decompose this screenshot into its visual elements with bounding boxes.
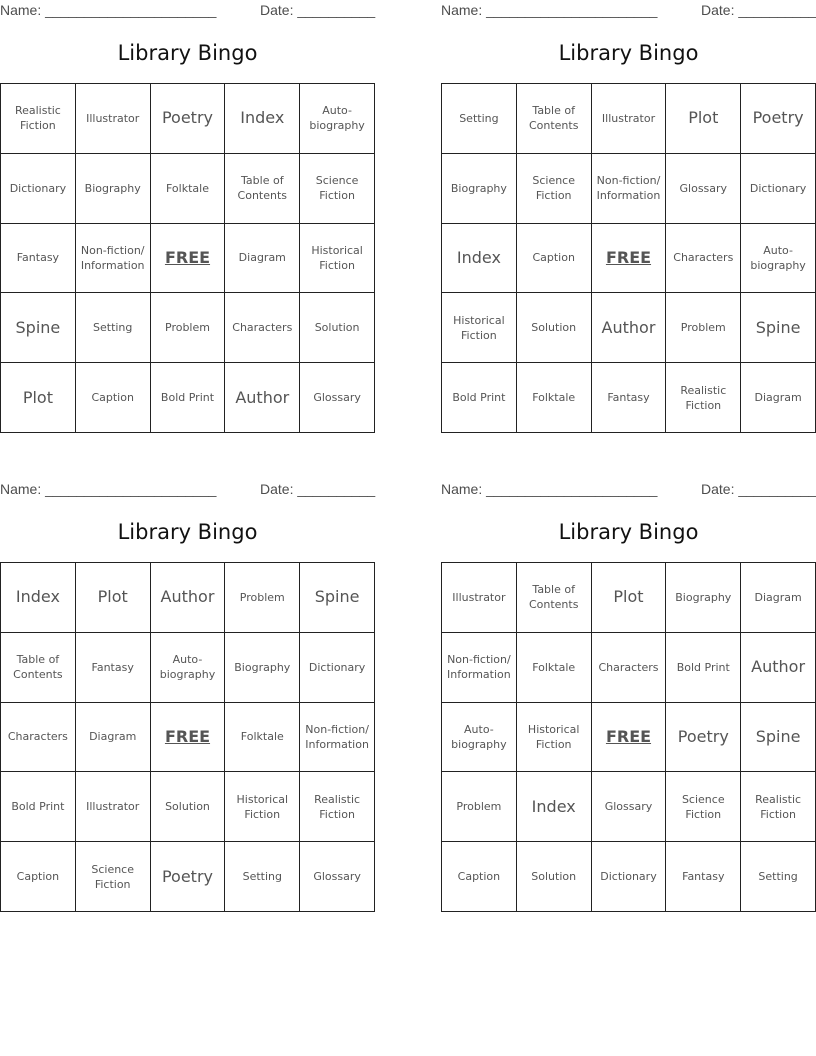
bingo-grid bbox=[0, 562, 375, 912]
bingo-cell: Author bbox=[151, 563, 226, 633]
bingo-cell: Dictionary bbox=[592, 842, 667, 912]
card-title: Library Bingo bbox=[117, 41, 258, 65]
bingo-cell: Poetry bbox=[151, 842, 226, 912]
bingo-cell: Glossary bbox=[666, 154, 741, 224]
bingo-cell: Diagram bbox=[741, 363, 816, 433]
bingo-cell: Realistic Fiction bbox=[741, 772, 816, 842]
bingo-cell: Dictionary bbox=[1, 154, 76, 224]
bingo-cell: Science Fiction bbox=[666, 772, 741, 842]
name-date-line bbox=[441, 0, 816, 20]
bingo-cell: Bold Print bbox=[442, 363, 517, 433]
bingo-cell: Historical Fiction bbox=[225, 772, 300, 842]
bingo-cell: Biography bbox=[666, 563, 741, 633]
name-field-label: Name: ______________________ bbox=[441, 481, 658, 497]
bingo-cell: Table of Contents bbox=[517, 84, 592, 154]
bingo-cell: Diagram bbox=[225, 224, 300, 294]
bingo-cell: Problem bbox=[225, 563, 300, 633]
bingo-cell: Solution bbox=[517, 842, 592, 912]
bingo-cell: Plot bbox=[666, 84, 741, 154]
bingo-cell: Folktale bbox=[517, 363, 592, 433]
bingo-cell: Spine bbox=[1, 293, 76, 363]
bingo-cell: Index bbox=[225, 84, 300, 154]
bingo-cell: Fantasy bbox=[592, 363, 667, 433]
bingo-cell: Historical Fiction bbox=[517, 703, 592, 773]
name-field-label: Name: ______________________ bbox=[0, 2, 217, 18]
free-space-cell: FREE bbox=[592, 703, 667, 773]
bingo-cell: Poetry bbox=[741, 84, 816, 154]
bingo-cell: Bold Print bbox=[1, 772, 76, 842]
bingo-cell: Dictionary bbox=[300, 633, 375, 703]
bingo-cell: Poetry bbox=[666, 703, 741, 773]
name-field-label: Name: ______________________ bbox=[0, 481, 217, 497]
card-title: Library Bingo bbox=[558, 41, 699, 65]
bingo-cell: Auto- biography bbox=[741, 224, 816, 294]
bingo-cell: Non-fiction/ Information bbox=[300, 703, 375, 773]
bingo-cell: Caption bbox=[442, 842, 517, 912]
date-field-label: Date: __________ bbox=[701, 2, 816, 18]
free-space-cell: FREE bbox=[592, 224, 667, 294]
bingo-cell: Non-fiction/ Information bbox=[76, 224, 151, 294]
bingo-cell: Folktale bbox=[517, 633, 592, 703]
bingo-cell: Table of Contents bbox=[517, 563, 592, 633]
name-date-line bbox=[441, 479, 816, 499]
bingo-cell: Historical Fiction bbox=[442, 293, 517, 363]
bingo-cell: Fantasy bbox=[76, 633, 151, 703]
bingo-cell: Glossary bbox=[300, 842, 375, 912]
name-date-line bbox=[0, 0, 375, 20]
bingo-cell: Non-fiction/ Information bbox=[442, 633, 517, 703]
date-field-label: Date: __________ bbox=[260, 481, 376, 497]
bingo-cell: Non-fiction/ Information bbox=[592, 154, 667, 224]
bingo-cell: Characters bbox=[225, 293, 300, 363]
date-field-label: Date: __________ bbox=[260, 2, 376, 18]
bingo-cell: Bold Print bbox=[151, 363, 226, 433]
bingo-cell: Illustrator bbox=[442, 563, 517, 633]
bingo-cell: Problem bbox=[151, 293, 226, 363]
bingo-cell: Bold Print bbox=[666, 633, 741, 703]
bingo-cell: Plot bbox=[592, 563, 667, 633]
free-space-cell: FREE bbox=[151, 224, 226, 294]
bingo-cell: Folktale bbox=[225, 703, 300, 773]
bingo-cell: Author bbox=[225, 363, 300, 433]
bingo-grid bbox=[441, 562, 816, 912]
bingo-cell: Table of Contents bbox=[225, 154, 300, 224]
bingo-cell: Plot bbox=[1, 363, 76, 433]
date-field-label: Date: __________ bbox=[701, 481, 816, 497]
bingo-cell: Setting bbox=[442, 84, 517, 154]
bingo-cell: Glossary bbox=[592, 772, 667, 842]
bingo-cell: Caption bbox=[517, 224, 592, 294]
bingo-cell: Author bbox=[592, 293, 667, 363]
bingo-cell: Dictionary bbox=[741, 154, 816, 224]
name-field-label: Name: ______________________ bbox=[441, 2, 658, 18]
bingo-cell: Realistic Fiction bbox=[1, 84, 76, 154]
bingo-cell: Problem bbox=[666, 293, 741, 363]
bingo-cell: Index bbox=[442, 224, 517, 294]
bingo-cell: Glossary bbox=[300, 363, 375, 433]
bingo-cell: Folktale bbox=[151, 154, 226, 224]
bingo-cell: Setting bbox=[76, 293, 151, 363]
bingo-cell: Illustrator bbox=[76, 84, 151, 154]
bingo-cell: Problem bbox=[442, 772, 517, 842]
bingo-cell: Realistic Fiction bbox=[666, 363, 741, 433]
bingo-cell: Index bbox=[1, 563, 76, 633]
bingo-cell: Historical Fiction bbox=[300, 224, 375, 294]
bingo-cell: Setting bbox=[225, 842, 300, 912]
bingo-cell: Plot bbox=[76, 563, 151, 633]
bingo-cell: Biography bbox=[76, 154, 151, 224]
bingo-cell: Spine bbox=[300, 563, 375, 633]
bingo-cell: Solution bbox=[300, 293, 375, 363]
bingo-cell: Caption bbox=[76, 363, 151, 433]
bingo-cell: Diagram bbox=[741, 563, 816, 633]
bingo-cell: Biography bbox=[442, 154, 517, 224]
bingo-grid bbox=[441, 83, 816, 433]
bingo-cell: Author bbox=[741, 633, 816, 703]
bingo-cell: Fantasy bbox=[666, 842, 741, 912]
bingo-cell: Diagram bbox=[76, 703, 151, 773]
bingo-cell: Biography bbox=[225, 633, 300, 703]
bingo-cell: Characters bbox=[666, 224, 741, 294]
bingo-cell: Auto- biography bbox=[151, 633, 226, 703]
bingo-cell: Poetry bbox=[151, 84, 226, 154]
bingo-cell: Illustrator bbox=[592, 84, 667, 154]
bingo-cell: Setting bbox=[741, 842, 816, 912]
bingo-cell: Science Fiction bbox=[300, 154, 375, 224]
bingo-cell: Science Fiction bbox=[517, 154, 592, 224]
bingo-cell: Characters bbox=[592, 633, 667, 703]
bingo-cell: Science Fiction bbox=[76, 842, 151, 912]
free-space-cell: FREE bbox=[151, 703, 226, 773]
bingo-cell: Spine bbox=[741, 293, 816, 363]
bingo-cell: Auto- biography bbox=[442, 703, 517, 773]
bingo-cell: Solution bbox=[517, 293, 592, 363]
bingo-cell: Solution bbox=[151, 772, 226, 842]
bingo-cell: Characters bbox=[1, 703, 76, 773]
name-date-line bbox=[0, 479, 375, 499]
bingo-grid bbox=[0, 83, 375, 433]
bingo-cell: Caption bbox=[1, 842, 76, 912]
bingo-cell: Table of Contents bbox=[1, 633, 76, 703]
bingo-cell: Illustrator bbox=[76, 772, 151, 842]
bingo-cell: Spine bbox=[741, 703, 816, 773]
card-title: Library Bingo bbox=[117, 520, 258, 544]
bingo-cell: Fantasy bbox=[1, 224, 76, 294]
card-title: Library Bingo bbox=[558, 520, 699, 544]
bingo-cell: Index bbox=[517, 772, 592, 842]
bingo-cell: Auto- biography bbox=[300, 84, 375, 154]
bingo-cell: Realistic Fiction bbox=[300, 772, 375, 842]
